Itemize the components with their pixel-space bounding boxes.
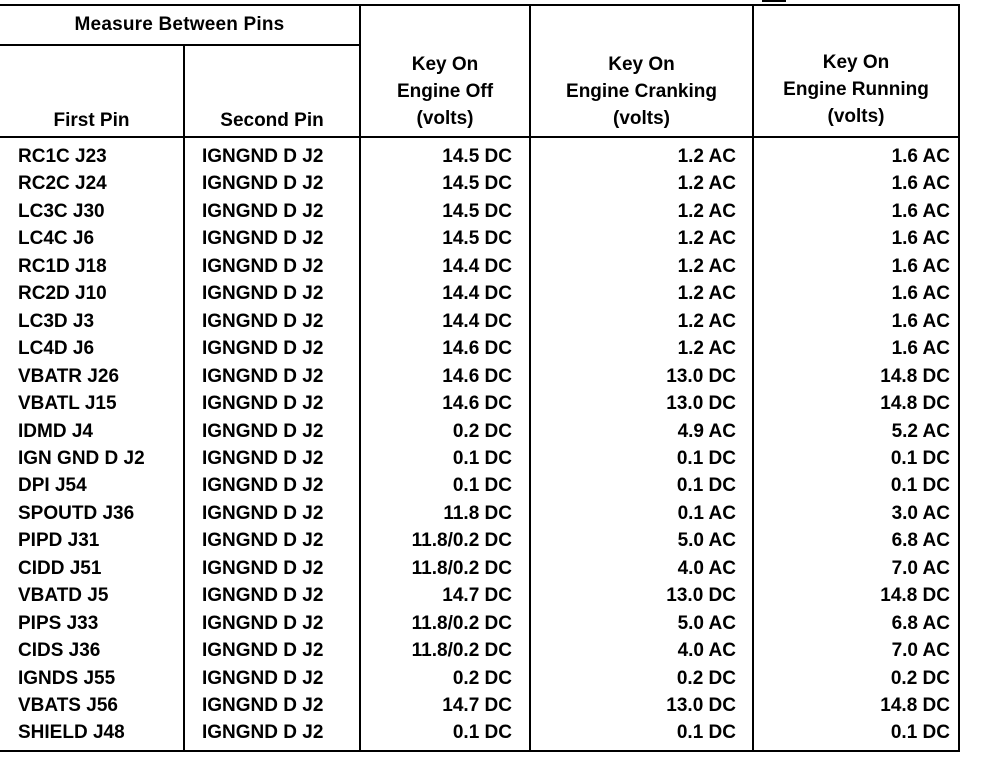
first-pin-cell: IDMD J4 (18, 420, 93, 442)
engine-off-cell: 14.5 DC (442, 228, 512, 250)
first-pin-cell: PIPS J33 (18, 612, 99, 634)
table-row (0, 198, 958, 225)
engine-off-header-line-3: (volts) (416, 108, 474, 129)
table-row (0, 555, 958, 582)
engine-off-header-line-1: Key On (411, 54, 479, 75)
engine-cranking-header-line-1: Key On (608, 54, 675, 75)
engine-running-cell: 1.6 AC (891, 255, 950, 277)
first-pin-cell: VBATD J5 (18, 585, 109, 607)
second-pin-cell: IGNGND D J2 (202, 585, 324, 607)
second-pin-cell: IGNGND D J2 (202, 173, 324, 195)
engine-off-cell: 11.8/0.2 DC (411, 640, 512, 662)
engine-running-cell: 1.6 AC (891, 283, 950, 305)
measure-between-pins-header: Measure Between Pins (0, 6, 359, 46)
engine-running-header-line-3: (volts) (827, 106, 885, 127)
engine-running-header-line-2: Engine Running (783, 79, 929, 100)
second-pin-cell: IGNGND D J2 (202, 502, 324, 524)
engine-cranking-cell: 13.0 DC (666, 695, 736, 716)
engine-running-cell: 0.1 DC (890, 722, 950, 744)
engine-cranking-cell: 0.1 DC (676, 722, 736, 744)
first-pin-cell: LC4D J6 (18, 338, 95, 360)
first-pin-header: First Pin (53, 110, 130, 131)
first-pin-cell: RC2D J10 (18, 283, 107, 305)
engine-off-cell: 0.2 DC (452, 420, 512, 442)
engine-cranking-cell: 1.2 AC (677, 173, 736, 195)
engine-off-cell: 0.1 DC (452, 722, 512, 744)
engine-cranking-cell: 1.2 AC (677, 200, 736, 222)
first-pin-cell: LC3D J3 (18, 310, 95, 332)
engine-cranking-cell: 4.0 AC (677, 557, 736, 579)
engine-cranking-cell: 1.2 AC (677, 228, 736, 250)
first-pin-cell: CIDD J51 (18, 557, 102, 579)
engine-off-cell: 14.5 DC (442, 146, 512, 167)
engine-off-header-line-2: Engine Off (396, 81, 494, 102)
engine-running-header-line-1: Key On (822, 52, 890, 73)
table-bottom-border (0, 750, 960, 752)
second-pin-cell: IGNGND D J2 (202, 200, 324, 222)
engine-cranking-cell: 1.2 AC (677, 338, 736, 360)
header-bottom-border (0, 136, 960, 138)
second-pin-cell: IGNGND D J2 (202, 283, 324, 305)
engine-cranking-cell: 0.1 DC (676, 475, 736, 497)
table-row (0, 280, 958, 307)
table-top-tick (762, 0, 786, 2)
engine-cranking-cell: 1.2 AC (677, 146, 736, 167)
engine-off-cell: 14.6 DC (442, 365, 512, 387)
engine-running-cell: 0.1 DC (890, 447, 950, 469)
engine-running-cell: 1.6 AC (891, 310, 950, 332)
table-row (0, 335, 958, 362)
first-pin-cell: VBATL J15 (18, 393, 117, 415)
table-row (0, 719, 958, 746)
engine-running-cell: 5.2 AC (891, 420, 950, 442)
first-pin-cell: LC3C J30 (18, 200, 105, 222)
engine-cranking-cell: 13.0 DC (666, 365, 736, 387)
first-pin-cell: IGNDS J55 (18, 667, 116, 689)
engine-cranking-cell: 1.2 AC (677, 310, 736, 332)
first-pin-cell: SPOUTD J36 (18, 502, 135, 524)
engine-running-cell: 0.2 DC (890, 667, 950, 689)
table-row (0, 418, 958, 445)
engine-off-cell: 11.8/0.2 DC (411, 530, 512, 552)
engine-cranking-header (531, 51, 752, 132)
engine-cranking-cell: 4.0 AC (677, 640, 736, 662)
second-pin-cell: IGNGND D J2 (202, 338, 324, 360)
first-pin-cell: RC1D J18 (18, 255, 107, 277)
table-row (0, 610, 958, 637)
second-pin-cell: IGNGND D J2 (202, 640, 324, 662)
table-row (0, 472, 958, 499)
table-row (0, 143, 958, 170)
table-row (0, 637, 958, 664)
table-row (0, 445, 958, 472)
engine-running-header (754, 49, 958, 130)
engine-off-cell: 14.7 DC (442, 585, 512, 607)
engine-running-cell: 7.0 AC (891, 640, 950, 662)
engine-cranking-cell: 1.2 AC (677, 283, 736, 305)
first-pin-cell: IGN GND D J2 (18, 447, 145, 469)
table-row (0, 253, 958, 280)
table-row (0, 170, 958, 197)
second-pin-header: Second Pin (220, 110, 324, 131)
engine-off-cell: 14.7 DC (442, 695, 512, 716)
engine-cranking-cell: 0.1 AC (677, 502, 736, 524)
first-pin-cell: VBATR J26 (18, 365, 120, 387)
engine-running-cell: 1.6 AC (891, 173, 950, 195)
engine-off-cell: 0.1 DC (452, 475, 512, 497)
engine-running-cell: 1.6 AC (891, 146, 950, 167)
engine-off-cell: 11.8/0.2 DC (411, 557, 512, 579)
second-pin-cell: IGNGND D J2 (202, 475, 324, 497)
engine-cranking-cell: 1.2 AC (677, 255, 736, 277)
first-pin-cell: DPI J54 (18, 475, 87, 497)
second-pin-cell: IGNGND D J2 (202, 255, 324, 277)
second-pin-cell: IGNGND D J2 (202, 557, 324, 579)
table-row (0, 527, 958, 554)
engine-cranking-cell: 13.0 DC (666, 585, 736, 607)
engine-running-cell: 6.8 AC (891, 612, 950, 634)
first-pin-cell: PIPD J31 (18, 530, 100, 552)
second-pin-cell: IGNGND D J2 (202, 695, 324, 716)
table-row (0, 308, 958, 335)
second-pin-cell: IGNGND D J2 (202, 310, 324, 332)
engine-running-cell: 0.1 DC (890, 475, 950, 497)
engine-off-cell: 14.4 DC (442, 283, 512, 305)
engine-cranking-header-line-2: Engine Cranking (566, 81, 717, 102)
table-row (0, 363, 958, 390)
engine-running-cell: 1.6 AC (891, 228, 950, 250)
table-row (0, 582, 958, 609)
engine-cranking-cell: 0.1 DC (676, 447, 736, 469)
first-pin-cell: CIDS J36 (18, 640, 101, 662)
first-pin-cell: VBATS J56 (18, 695, 118, 716)
second-pin-cell: IGNGND D J2 (202, 447, 324, 469)
second-pin-cell: IGNGND D J2 (202, 612, 324, 634)
table-row (0, 665, 958, 692)
second-pin-cell: IGNGND D J2 (202, 228, 324, 250)
engine-running-cell: 6.8 AC (891, 530, 950, 552)
engine-off-cell: 14.4 DC (442, 255, 512, 277)
first-pin-cell: RC2C J24 (18, 173, 107, 195)
engine-off-cell: 14.4 DC (442, 310, 512, 332)
engine-running-cell: 1.6 AC (891, 338, 950, 360)
second-pin-cell: IGNGND D J2 (202, 146, 324, 167)
table-right-border (958, 4, 960, 752)
first-pin-cell: RC1C J23 (18, 146, 107, 167)
engine-off-cell: 14.5 DC (442, 173, 512, 195)
engine-cranking-cell: 5.0 AC (677, 530, 736, 552)
engine-cranking-header-line-3: (volts) (613, 108, 670, 129)
engine-off-cell: 11.8/0.2 DC (411, 612, 512, 634)
table-row (0, 692, 958, 719)
engine-cranking-cell: 4.9 AC (677, 420, 736, 442)
engine-running-cell: 14.8 DC (880, 585, 950, 607)
table-row (0, 390, 958, 417)
engine-off-cell: 11.8 DC (443, 502, 512, 524)
second-pin-cell: IGNGND D J2 (202, 393, 324, 415)
second-pin-cell: IGNGND D J2 (202, 530, 324, 552)
second-pin-cell: IGNGND D J2 (202, 365, 324, 387)
engine-running-cell: 14.8 DC (880, 365, 950, 387)
second-pin-cell: IGNGND D J2 (202, 722, 324, 744)
engine-running-cell: 1.6 AC (891, 200, 950, 222)
engine-running-cell: 3.0 AC (891, 502, 950, 524)
engine-off-cell: 0.1 DC (452, 447, 512, 469)
engine-cranking-cell: 5.0 AC (677, 612, 736, 634)
engine-cranking-cell: 0.2 DC (676, 667, 736, 689)
engine-running-cell: 14.8 DC (880, 393, 950, 415)
table-row (0, 500, 958, 527)
table-row (0, 225, 958, 252)
engine-off-cell: 0.2 DC (452, 667, 512, 689)
engine-off-cell: 14.6 DC (442, 338, 512, 360)
engine-off-header (361, 51, 529, 132)
first-pin-cell: LC4C J6 (18, 228, 95, 250)
engine-running-cell: 7.0 AC (891, 557, 950, 579)
engine-off-cell: 14.6 DC (442, 393, 512, 415)
engine-cranking-cell: 13.0 DC (666, 393, 736, 415)
engine-off-cell: 14.5 DC (442, 200, 512, 222)
second-pin-cell: IGNGND D J2 (202, 420, 324, 442)
first-pin-cell: SHIELD J48 (18, 722, 125, 744)
engine-running-cell: 14.8 DC (880, 695, 950, 716)
second-pin-cell: IGNGND D J2 (202, 667, 324, 689)
